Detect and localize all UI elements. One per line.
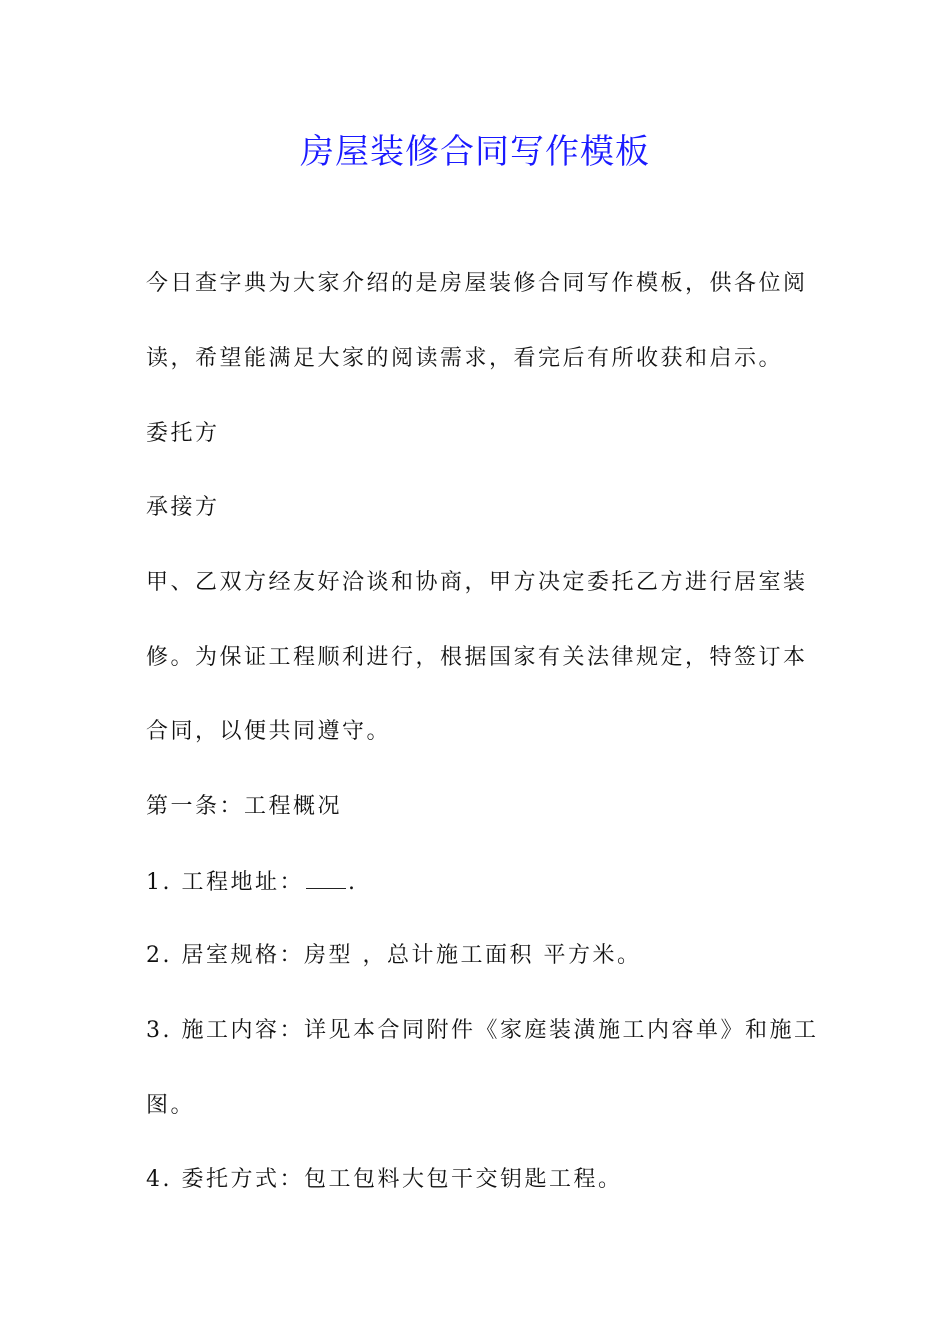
paragraph-line: 甲、乙双方经友好洽谈和协商，甲方决定委托乙方进行居室装 [146, 570, 808, 595]
article-heading: 第一条：工程概况 [146, 794, 343, 819]
list-item [146, 866, 357, 899]
party-client-label: 委托方 [146, 421, 220, 446]
paragraph-line: 修。为保证工程顺利进行，根据国家有关法律规定，特签订本 [146, 645, 808, 670]
paragraph-line: 读，希望能满足大家的阅读需求，看完后有所收获和启示。 [146, 346, 784, 371]
document-title: 房屋装修合同写作模板 [300, 132, 650, 172]
paragraph-line: 今日查字典为大家介绍的是房屋装修合同写作模板，供各位阅 [146, 271, 808, 296]
list-item-tail: . [347, 870, 358, 895]
paragraph-line: 合同，以便共同遵守。 [146, 719, 392, 744]
list-item: 2. 居室规格：房型 ，总计施工面积 平方米。 [146, 943, 642, 968]
fill-in-blank [306, 866, 346, 889]
list-item: 3. 施工内容：详见本合同附件《家庭装潢施工内容单》和施工 [146, 1018, 819, 1043]
list-item-text: 1. 工程地址： [146, 870, 304, 895]
list-item-continuation: 图。 [146, 1093, 196, 1118]
list-item: 4. 委托方式：包工包料大包干交钥匙工程。 [146, 1167, 623, 1192]
party-contractor-label: 承接方 [146, 495, 220, 520]
